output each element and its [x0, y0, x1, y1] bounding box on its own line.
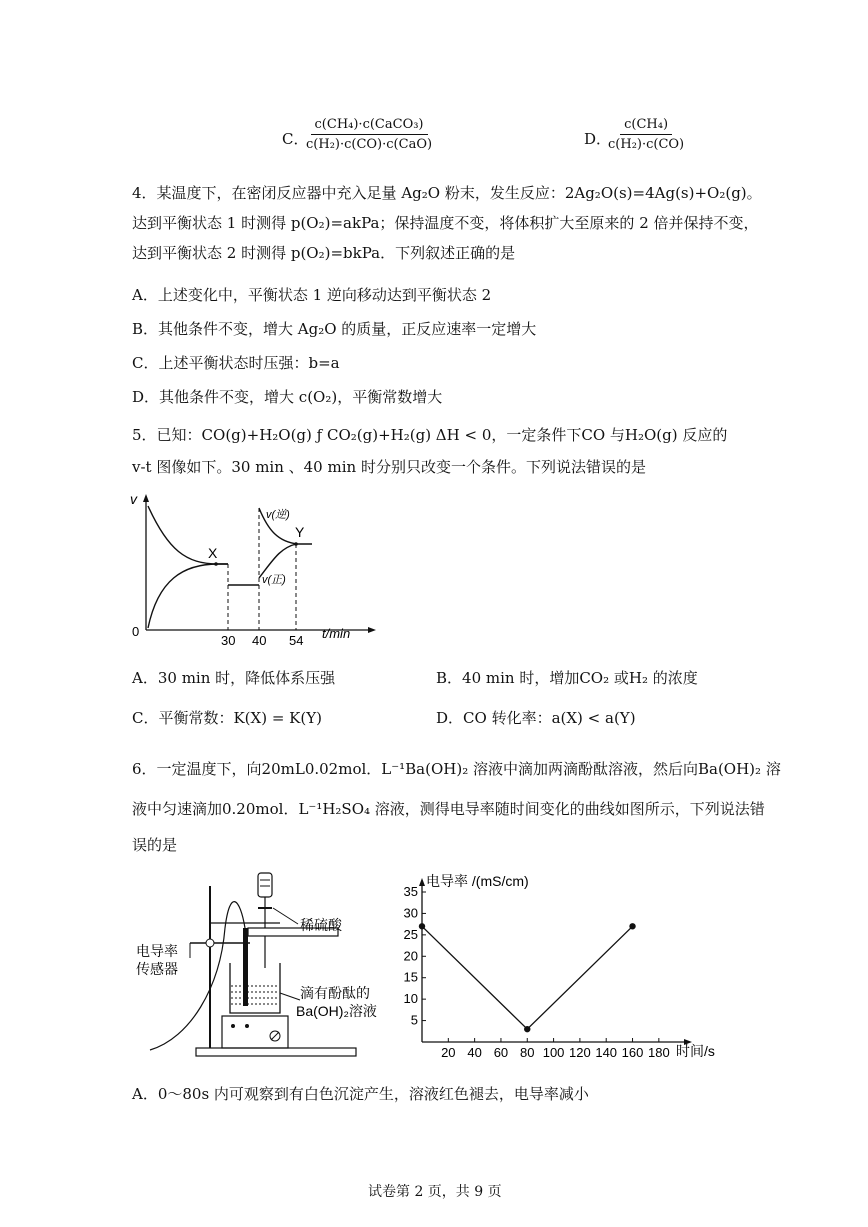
- q6-label-solution-line1: 滴有酚酞的: [300, 985, 370, 1001]
- q3-option-c-denominator: c(H₂)·c(CO)·c(CaO): [306, 137, 433, 152]
- q5-graph-point-x: X: [208, 545, 218, 561]
- chart-data-point: [419, 923, 425, 929]
- q3-option-c-numerator: c(CH₄)·c(CaCO₃): [311, 117, 428, 135]
- q6-conductivity-chart: [400, 870, 730, 1070]
- q6-stem-line2: 液中匀速滴加0.20mol．L⁻¹H₂SO₄ 溶液，测得电导率随时间变化的曲线如图所示，下列说法错: [132, 800, 765, 818]
- q6-label-sensor-line2: 传感器: [136, 961, 178, 977]
- q5-graph-origin: 0: [132, 624, 140, 639]
- chart-y-tick-label: 30: [403, 905, 418, 921]
- q4-option-c[interactable]: C．上述平衡状态时压强：b=a: [132, 354, 340, 372]
- chart-series-line: [422, 926, 633, 1029]
- q3-option-c-fraction: [306, 117, 432, 152]
- chart-x-tick-label: 60: [493, 1045, 509, 1060]
- chart-x-tick-label: 100: [542, 1045, 565, 1060]
- chart-x-tick-label: 180: [647, 1045, 670, 1060]
- q5-stem-line1: 5．已知：CO(g)+H₂O(g) ƒ CO₂(g)+H₂(g) ΔH < 0，一定条件下CO 与H₂O(g) 反应的: [132, 426, 728, 444]
- chart-y-tick-label: 15: [403, 969, 418, 985]
- chart-y-tick-label: 25: [403, 926, 418, 942]
- q3-option-d-denominator: c(H₂)·c(CO): [608, 137, 685, 152]
- q5-graph-x-label: t/min: [322, 626, 351, 641]
- q4-stem-line2: 达到平衡状态 1 时测得 p(O₂)=akPa；保持温度不变，将体积扩大至原来的 2 倍并保持不变，: [132, 214, 759, 232]
- q5-stem-line2: v-t 图像如下。30 min 、40 min 时分别只改变一个条件。下列说法错误的是: [132, 458, 646, 476]
- chart-x-tick-label: 140: [595, 1045, 618, 1060]
- q5-vt-graph: [128, 490, 378, 650]
- chart-x-tick-label: 80: [520, 1045, 535, 1060]
- chart-x-tick-label: 160: [621, 1045, 644, 1060]
- q5-option-b[interactable]: B．40 min 时，增加CO₂ 或H₂ 的浓度: [436, 669, 698, 687]
- chart-y-tick-label: 20: [403, 948, 418, 964]
- q6-label-dilute-sulfuric-acid: 稀硫酸: [300, 917, 342, 933]
- page-footer: 试卷第 2 页，共 9 页: [368, 1184, 502, 1200]
- q5-graph-tick-30: 30: [221, 633, 236, 648]
- q5-graph-v-rev-label: v(逆): [266, 509, 290, 521]
- chart-y-tick-label: 10: [403, 991, 418, 1007]
- q4-stem-line1: 4．某温度下，在密闭反应器中充入足量 Ag₂O 粉末，发生反应：2Ag₂O(s)=4Ag(s)+O₂(g)。: [132, 184, 762, 202]
- q3-option-d-label: D．: [584, 130, 612, 148]
- q6-option-a[interactable]: A．0～80s 内可观察到有白色沉淀产生，溶液红色褪去，电导率减小: [132, 1085, 589, 1103]
- q6-label-solution-line2: Ba(OH)₂溶液: [296, 1003, 377, 1019]
- q3-option-d-fraction: [608, 117, 684, 152]
- q4-option-b[interactable]: B．其他条件不变，增大 Ag₂O 的质量，正反应速率一定增大: [132, 320, 537, 338]
- q6-stem-line3: 误的是: [132, 836, 178, 854]
- chart-y-tick-label: 35: [403, 884, 418, 899]
- q5-graph-tick-54: 54: [289, 633, 304, 648]
- q5-option-c[interactable]: C．平衡常数：K(X) = K(Y): [132, 709, 322, 727]
- q4-stem-line3: 达到平衡状态 2 时测得 p(O₂)=bkPa．下列叙述正确的是: [132, 244, 516, 262]
- q5-graph-y-label: v: [130, 491, 137, 507]
- chart-y-axis-label: 电导率 /(mS/cm): [426, 873, 529, 889]
- chart-y-axis-arrow: [419, 878, 425, 886]
- q6-stem-line1: 6．一定温度下，向20mL0.02mol．L⁻¹Ba(OH)₂ 溶液中滴加两滴酚酞溶液，然后向Ba(OH)₂ 溶: [132, 760, 781, 778]
- q3-option-c-label: C．: [282, 130, 309, 148]
- q5-graph-tick-40: 40: [252, 633, 267, 648]
- chart-data-point: [524, 1026, 530, 1032]
- q5-option-d[interactable]: D．CO 转化率：a(X) < a(Y): [436, 709, 636, 727]
- q3-option-d-numerator: c(CH₄): [620, 117, 672, 135]
- chart-x-tick-label: 120: [569, 1045, 591, 1060]
- chart-x-axis-label: 时间/s: [676, 1043, 715, 1059]
- chart-x-tick-label: 20: [441, 1045, 456, 1060]
- chart-data-point: [629, 923, 635, 929]
- q6-apparatus-figure: [130, 868, 390, 1068]
- q5-graph-v-fwd-label: v(正): [262, 574, 286, 586]
- chart-x-tick-label: 40: [467, 1045, 482, 1060]
- q4-option-d[interactable]: D．其他条件不变，增大 c(O₂)，平衡常数增大: [132, 388, 443, 406]
- chart-y-tick-label: 5: [410, 1012, 418, 1028]
- q5-option-a[interactable]: A．30 min 时，降低体系压强: [132, 669, 336, 687]
- q5-graph-point-y: Y: [295, 524, 305, 540]
- q4-option-a[interactable]: A．上述变化中，平衡状态 1 逆向移动达到平衡状态 2: [132, 286, 492, 304]
- q6-label-sensor-line1: 电导率: [136, 943, 178, 959]
